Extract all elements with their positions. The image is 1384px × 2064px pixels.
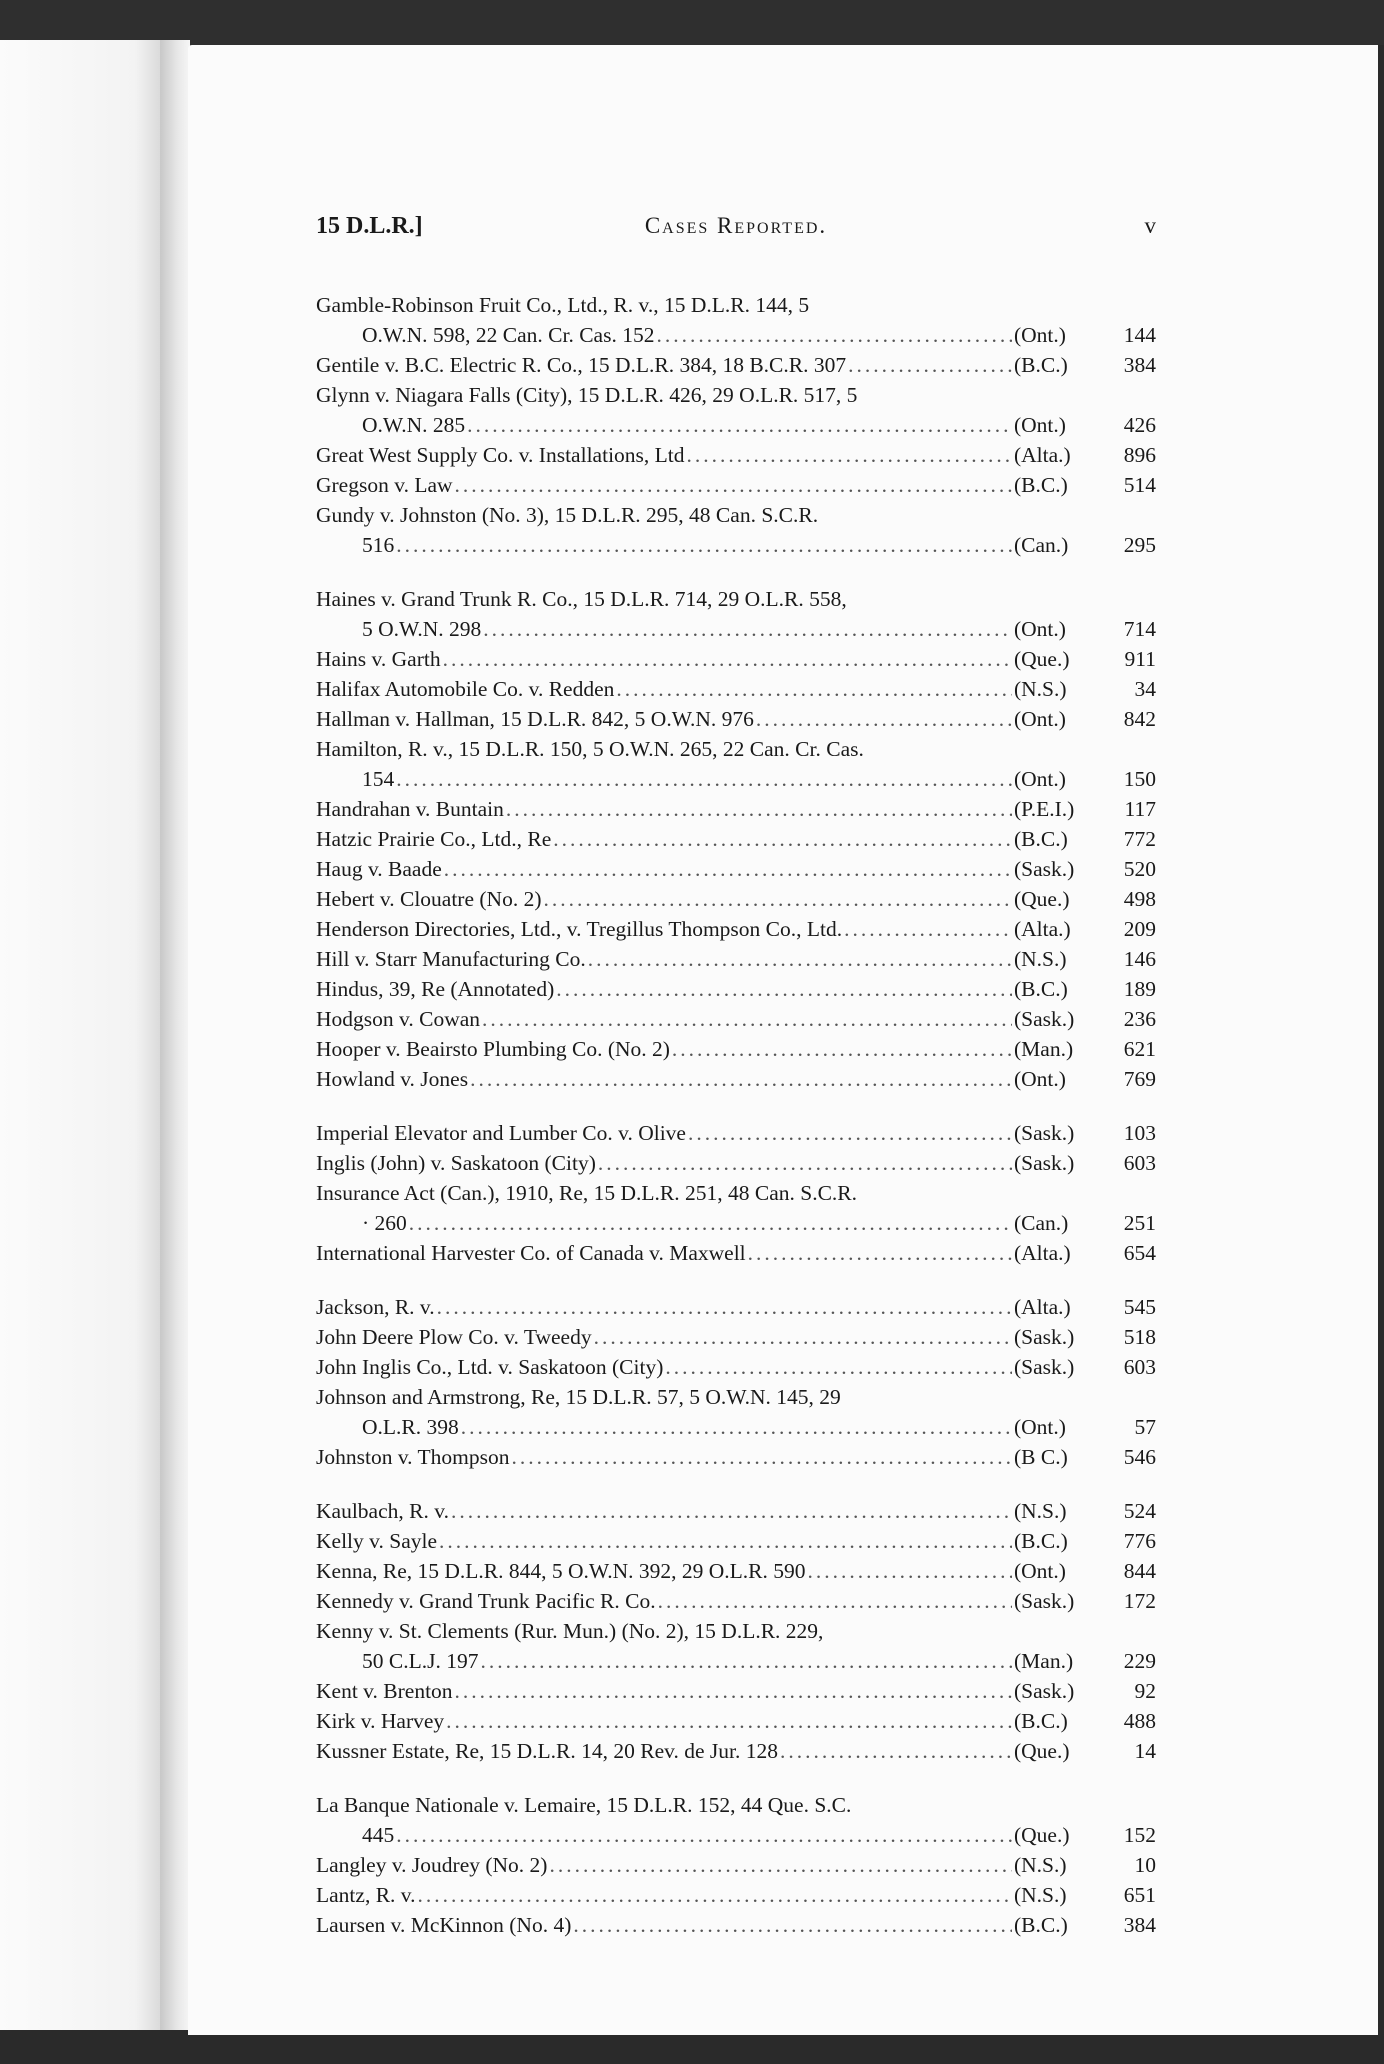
court-abbrev: (N.S.) (1014, 1853, 1067, 1877)
page-ref: 209 (1123, 917, 1156, 941)
page-ref: 603 (1123, 1151, 1156, 1175)
court-abbrev: (Ont.) (1014, 707, 1066, 731)
case-title-line: Hatzic Prairie Co., Ltd., Re (316, 827, 552, 851)
case-title-line: O.W.N. 285 (362, 413, 466, 437)
dot-leader (418, 1880, 1012, 1910)
case-title-line: Kent v. Brenton (316, 1679, 453, 1703)
scan-top-border (0, 0, 1384, 45)
case-title-line: 516 (362, 533, 395, 557)
page-ref: 152 (1123, 1823, 1156, 1847)
court-abbrev: (Que.) (1014, 887, 1070, 911)
dot-leader (506, 794, 1012, 824)
dot-leader (556, 974, 1012, 1004)
case-entry (316, 1118, 1156, 1148)
letter-group-gap (316, 560, 1156, 584)
court-abbrev: (N.S.) (1014, 947, 1067, 971)
case-entry (316, 350, 1156, 380)
court-abbrev: (Alta.) (1014, 917, 1071, 941)
case-title-line: Johnson and Armstrong, Re, 15 D.L.R. 57, 5 O.W.N. 145, 29 (316, 1385, 841, 1409)
dot-leader (748, 1238, 1012, 1268)
court-abbrev: (Man.) (1014, 1037, 1074, 1061)
case-row (316, 350, 1156, 380)
case-title-line: · 260 (362, 1211, 407, 1235)
page-ref: 546 (1123, 1445, 1156, 1469)
page-ref: 144 (1123, 323, 1156, 347)
court-abbrev: (N.S.) (1014, 1499, 1067, 1523)
case-row (316, 1880, 1156, 1910)
case-row (316, 1676, 1156, 1706)
case-title-line: 5 O.W.N. 298 (362, 617, 482, 641)
case-row (316, 1526, 1156, 1556)
dot-leader (672, 1034, 1012, 1064)
dot-leader (687, 440, 1012, 470)
case-entry (316, 1586, 1156, 1616)
dot-leader (455, 1676, 1012, 1706)
case-entry (316, 1064, 1156, 1094)
court-abbrev: (Ont.) (1014, 1559, 1066, 1583)
court-abbrev: (B.C.) (1014, 1913, 1068, 1937)
dot-leader (616, 674, 1012, 704)
page-ref: 384 (1123, 1913, 1156, 1937)
court-abbrev: (N.S.) (1014, 1883, 1067, 1907)
case-row (316, 1496, 1156, 1526)
case-row (316, 1736, 1156, 1766)
case-title-line: Haines v. Grand Trunk R. Co., 15 D.L.R. 714, 29 O.L.R. 558, (316, 587, 847, 611)
case-title-line: Laursen v. McKinnon (No. 4) (316, 1913, 572, 1937)
case-entry (316, 1706, 1156, 1736)
page-ref: 172 (1123, 1589, 1156, 1613)
page-ref: 10 (1134, 1853, 1156, 1877)
dot-leader (588, 944, 1012, 974)
page-ref: 14 (1134, 1739, 1156, 1763)
case-row (316, 410, 1156, 440)
case-entry (316, 1616, 1156, 1676)
case-row (316, 1586, 1156, 1616)
case-title-line: Hindus, 39, Re (Annotated) (316, 977, 555, 1001)
court-abbrev: (Sask.) (1014, 1121, 1075, 1145)
court-abbrev: (Ont.) (1014, 413, 1066, 437)
case-title-line: Gundy v. Johnston (No. 3), 15 D.L.R. 295, 48 Can. S.C.R. (316, 503, 819, 527)
case-entry (316, 1442, 1156, 1472)
case-entry (316, 1322, 1156, 1352)
page-ref: 769 (1123, 1067, 1156, 1091)
case-row (316, 944, 1156, 974)
case-title-line: Hill v. Starr Manufacturing Co. (316, 947, 586, 971)
case-entry (316, 1880, 1156, 1910)
case-title-line: Johnston v. Thompson (316, 1445, 510, 1469)
letter-group-gap (316, 1766, 1156, 1790)
case-entry (316, 824, 1156, 854)
case-title-line: Lantz, R. v. (316, 1883, 416, 1907)
page-ref: 776 (1123, 1529, 1156, 1553)
case-entry (316, 1496, 1156, 1526)
case-entry (316, 914, 1156, 944)
case-title-line: Glynn v. Niagara Falls (City), 15 D.L.R. 426, 29 O.L.R. 517, 5 (316, 383, 858, 407)
case-title-line: Hodgson v. Cowan (316, 1007, 481, 1031)
case-entry (316, 854, 1156, 884)
court-abbrev: (B.C.) (1014, 977, 1068, 1001)
case-entry (316, 794, 1156, 824)
case-entry (316, 1292, 1156, 1322)
case-row (316, 530, 1156, 560)
case-row (316, 674, 1156, 704)
court-abbrev: (B.C.) (1014, 827, 1068, 851)
letter-group-gap (316, 1472, 1156, 1496)
case-row (316, 884, 1156, 914)
court-abbrev: (Sask.) (1014, 1679, 1075, 1703)
page-ref: 518 (1123, 1325, 1156, 1349)
case-row (316, 440, 1156, 470)
case-row (316, 854, 1156, 884)
dot-leader (461, 1412, 1012, 1442)
case-row (316, 794, 1156, 824)
court-abbrev: (Can.) (1014, 533, 1069, 557)
page-ref: 911 (1124, 647, 1156, 671)
dot-leader (483, 614, 1012, 644)
court-abbrev: (B.C.) (1014, 353, 1068, 377)
case-entry (316, 974, 1156, 1004)
page-ref: 236 (1123, 1007, 1156, 1031)
dot-leader (665, 1352, 1012, 1382)
case-title-line: Jackson, R. v. (316, 1295, 435, 1319)
dot-leader (396, 530, 1012, 560)
case-title-line: Kirk v. Harvey (316, 1709, 445, 1733)
case-title-line: Hamilton, R. v., 15 D.L.R. 150, 5 O.W.N. 265, 22 Can. Cr. Cas. (316, 737, 864, 761)
dot-leader (455, 470, 1012, 500)
dot-leader (553, 824, 1012, 854)
page-title: Cases Reported. (644, 213, 828, 238)
case-row (316, 1556, 1156, 1586)
case-title-line: Halifax Automobile Co. v. Redden (316, 677, 615, 701)
case-entry (316, 1850, 1156, 1880)
case-title-line: Kenna, Re, 15 D.L.R. 844, 5 O.W.N. 392, 29 O.L.R. 590 (316, 1559, 806, 1583)
case-row (316, 1004, 1156, 1034)
page-ref: 92 (1134, 1679, 1156, 1703)
page-ref: 714 (1123, 617, 1156, 641)
case-row (316, 1910, 1156, 1940)
page-ref: 117 (1124, 797, 1156, 821)
page-ref: 150 (1123, 767, 1156, 791)
case-title-line: Hebert v. Clouatre (No. 2) (316, 887, 542, 911)
case-title-line: Hains v. Garth (316, 647, 441, 671)
case-row (316, 1034, 1156, 1064)
case-title-line: Kenny v. St. Clements (Rur. Mun.) (No. 2), 15 D.L.R. 229, (316, 1619, 824, 1643)
page-ref: 842 (1123, 707, 1156, 731)
court-abbrev: (N.S.) (1014, 677, 1067, 701)
case-row (316, 1322, 1156, 1352)
dot-leader (409, 1208, 1012, 1238)
case-row (316, 764, 1156, 794)
book-gutter (160, 40, 190, 2030)
case-row (316, 974, 1156, 1004)
case-row (316, 1820, 1156, 1850)
case-row (316, 914, 1156, 944)
page-ref: 488 (1123, 1709, 1156, 1733)
page-number: v (1144, 213, 1156, 238)
case-entry (316, 1004, 1156, 1034)
case-title-line: Imperial Elevator and Lumber Co. v. Olive (316, 1121, 686, 1145)
case-title-line: Haug v. Baade (316, 857, 442, 881)
dot-leader (543, 884, 1012, 914)
case-title-line: 154 (362, 767, 395, 791)
court-abbrev: (Man.) (1014, 1649, 1074, 1673)
page-ref: 621 (1123, 1037, 1156, 1061)
case-row (316, 1208, 1156, 1238)
page-ref: 103 (1123, 1121, 1156, 1145)
case-title-line: Kelly v. Sayle (316, 1529, 438, 1553)
page-ref: 426 (1123, 413, 1156, 437)
case-title-line: Kussner Estate, Re, 15 D.L.R. 14, 20 Rev. de Jur. 128 (316, 1739, 778, 1763)
court-abbrev: (Ont.) (1014, 767, 1066, 791)
case-entry (316, 944, 1156, 974)
page-ref: 34 (1134, 677, 1156, 701)
page-ref: 57 (1134, 1415, 1156, 1439)
court-abbrev: (Sask.) (1014, 1589, 1075, 1613)
page-ref: 844 (1123, 1559, 1156, 1583)
page-ref: 384 (1123, 353, 1156, 377)
case-row (316, 1412, 1156, 1442)
page-ref: 514 (1123, 473, 1156, 497)
case-row (316, 1118, 1156, 1148)
page-ref: 772 (1123, 827, 1156, 851)
case-title-line: International Harvester Co. of Canada v. Maxwell (316, 1241, 746, 1265)
case-row (316, 1292, 1156, 1322)
dot-leader (658, 1586, 1012, 1616)
dot-leader (549, 1850, 1012, 1880)
page-ref: 229 (1123, 1649, 1156, 1673)
case-title-line: O.L.R. 398 (362, 1415, 459, 1439)
case-entry (316, 734, 1156, 794)
court-abbrev: (Sask.) (1014, 1325, 1075, 1349)
page-ref: 189 (1123, 977, 1156, 1001)
case-row (316, 824, 1156, 854)
case-entry (316, 470, 1156, 500)
dot-leader (446, 1706, 1012, 1736)
court-abbrev: (Can.) (1014, 1211, 1069, 1235)
dot-leader (396, 1820, 1012, 1850)
case-entry (316, 1148, 1156, 1178)
dot-leader (688, 1118, 1012, 1148)
dot-leader (451, 1496, 1012, 1526)
case-row (316, 1064, 1156, 1094)
court-abbrev: (P.E.I.) (1014, 797, 1075, 821)
case-title-line: Kennedy v. Grand Trunk Pacific R. Co. (316, 1589, 656, 1613)
case-row (316, 470, 1156, 500)
case-entry (316, 1676, 1156, 1706)
case-row (316, 1238, 1156, 1268)
case-entry (316, 290, 1156, 350)
page-ref: 251 (1123, 1211, 1156, 1235)
case-title-line: O.W.N. 598, 22 Can. Cr. Cas. 152 (362, 323, 655, 347)
case-entry (316, 380, 1156, 440)
page-ref: 498 (1123, 887, 1156, 911)
dot-leader (396, 764, 1012, 794)
case-entry (316, 1352, 1156, 1382)
court-abbrev: (Sask.) (1014, 1355, 1075, 1379)
letter-group-gap (316, 1094, 1156, 1118)
dot-leader (512, 1442, 1012, 1472)
case-entry (316, 584, 1156, 644)
case-entry (316, 1382, 1156, 1442)
case-title-line: Insurance Act (Can.), 1910, Re, 15 D.L.R. 251, 48 Can. S.C.R. (316, 1181, 858, 1205)
court-abbrev: (Que.) (1014, 1823, 1070, 1847)
dot-leader (437, 1292, 1012, 1322)
court-abbrev: (Ont.) (1014, 1415, 1066, 1439)
case-title-line: Langley v. Joudrey (No. 2) (316, 1853, 548, 1877)
dot-leader (756, 704, 1012, 734)
page-ref: 295 (1123, 533, 1156, 557)
dot-leader (844, 914, 1012, 944)
court-abbrev: (B C.) (1014, 1445, 1068, 1469)
page-ref: 146 (1123, 947, 1156, 971)
court-abbrev: (B.C.) (1014, 473, 1068, 497)
case-title-line: John Deere Plow Co. v. Tweedy (316, 1325, 592, 1349)
dot-leader (808, 1556, 1013, 1586)
court-abbrev: (Sask.) (1014, 1151, 1075, 1175)
case-title-line: John Inglis Co., Ltd. v. Saskatoon (City) (316, 1355, 664, 1379)
case-title-line: Howland v. Jones (316, 1067, 469, 1091)
dot-leader (848, 350, 1012, 380)
case-title-line: La Banque Nationale v. Lemaire, 15 D.L.R. 152, 44 Que. S.C. (316, 1793, 852, 1817)
case-entry (316, 1034, 1156, 1064)
case-entry (316, 1556, 1156, 1586)
case-entry (316, 1238, 1156, 1268)
page-ref: 545 (1123, 1295, 1156, 1319)
page-ref: 524 (1123, 1499, 1156, 1523)
court-abbrev: (Sask.) (1014, 1007, 1075, 1031)
case-title-line: 445 (362, 1823, 395, 1847)
dot-leader (467, 410, 1012, 440)
page-ref: 896 (1123, 443, 1156, 467)
case-row (316, 1706, 1156, 1736)
dot-leader (598, 1148, 1012, 1178)
case-entry (316, 1178, 1156, 1238)
page-ref: 654 (1123, 1241, 1156, 1265)
case-entry (316, 884, 1156, 914)
dot-leader (573, 1910, 1012, 1940)
court-abbrev: (Que.) (1014, 1739, 1070, 1763)
case-entry (316, 1736, 1156, 1766)
case-title-line: Hooper v. Beairsto Plumbing Co. (No. 2) (316, 1037, 670, 1061)
volume-label: 15 D.L.R.] (316, 213, 423, 239)
case-title-line: Gregson v. Law (316, 473, 453, 497)
dot-leader (780, 1736, 1012, 1766)
dot-leader (594, 1322, 1012, 1352)
running-header (316, 213, 1156, 253)
case-row (316, 1850, 1156, 1880)
case-row (316, 704, 1156, 734)
facing-page-edge (0, 40, 180, 2030)
case-row (316, 1352, 1156, 1382)
court-abbrev: (Sask.) (1014, 857, 1075, 881)
court-abbrev: (Alta.) (1014, 1295, 1071, 1319)
court-abbrev: (Que.) (1014, 647, 1070, 671)
case-title-line: Inglis (John) v. Saskatoon (City) (316, 1151, 596, 1175)
case-entry (316, 644, 1156, 674)
case-row (316, 1148, 1156, 1178)
case-row (316, 1646, 1156, 1676)
court-abbrev: (B.C.) (1014, 1709, 1068, 1733)
case-title-line: Kaulbach, R. v. (316, 1499, 449, 1523)
dot-leader (470, 1064, 1012, 1094)
court-abbrev: (Alta.) (1014, 443, 1071, 467)
court-abbrev: (Ont.) (1014, 617, 1066, 641)
court-abbrev: (Ont.) (1014, 323, 1066, 347)
case-entry (316, 440, 1156, 470)
case-title-line: Handrahan v. Buntain (316, 797, 504, 821)
case-row (316, 1442, 1156, 1472)
dot-leader (443, 644, 1012, 674)
page-ref: 603 (1123, 1355, 1156, 1379)
dot-leader (656, 320, 1012, 350)
court-abbrev: (Alta.) (1014, 1241, 1071, 1265)
case-entry (316, 500, 1156, 560)
case-title-line: Henderson Directories, Ltd., v. Tregillus Thompson Co., Ltd. (316, 917, 843, 941)
case-row (316, 644, 1156, 674)
case-title-line: Hallman v. Hallman, 15 D.L.R. 842, 5 O.W.N. 976 (316, 707, 754, 731)
case-row (316, 320, 1156, 350)
page-ref: 651 (1123, 1883, 1156, 1907)
dot-leader (480, 1646, 1012, 1676)
court-abbrev: (B.C.) (1014, 1529, 1068, 1553)
page-ref: 520 (1123, 857, 1156, 881)
case-title-line: 50 C.L.J. 197 (362, 1649, 479, 1673)
dot-leader (482, 1004, 1012, 1034)
case-entry (316, 1790, 1156, 1850)
case-entry (316, 1910, 1156, 1940)
case-entry (316, 704, 1156, 734)
letter-group-gap (316, 1268, 1156, 1292)
case-row (316, 614, 1156, 644)
dot-leader (444, 854, 1012, 884)
cases-list (316, 290, 1156, 1940)
court-abbrev: (Ont.) (1014, 1067, 1066, 1091)
case-entry (316, 674, 1156, 704)
dot-leader (439, 1526, 1012, 1556)
case-title-line: Gentile v. B.C. Electric R. Co., 15 D.L.R. 384, 18 B.C.R. 307 (316, 353, 847, 377)
case-entry (316, 1526, 1156, 1556)
case-title-line: Great West Supply Co. v. Installations, Ltd (316, 443, 685, 467)
case-title-line: Gamble-Robinson Fruit Co., Ltd., R. v., 15 D.L.R. 144, 5 (316, 293, 810, 317)
